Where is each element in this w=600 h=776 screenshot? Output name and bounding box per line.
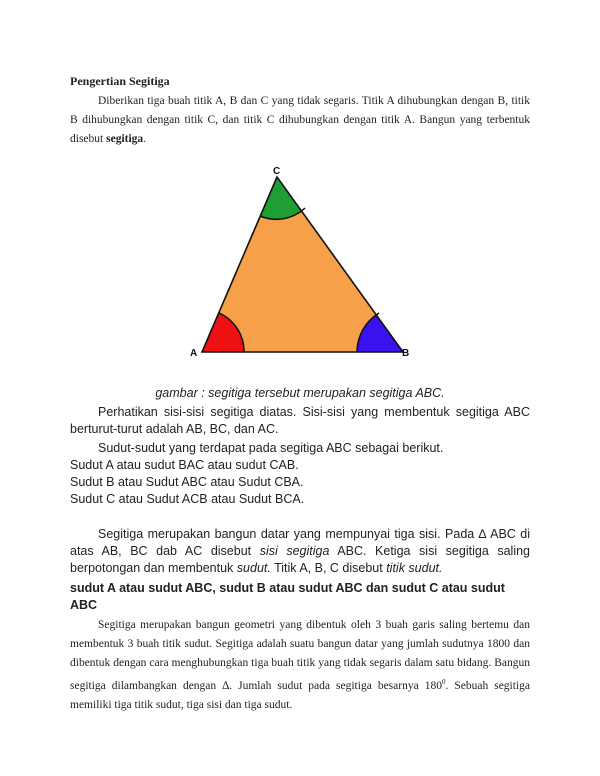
angles-intro: Sudut-sudut yang terdapat pada segitiga ABC sebagai berikut. [98, 441, 444, 455]
angle-line-b: Sudut B atau Sudut ABC atau Sudut CBA. [70, 475, 304, 489]
triangle-figure [180, 160, 420, 365]
angle-line-a: Sudut A atau sudut BAC atau sudut CAB. [70, 458, 299, 472]
def-term-angle: sudut. [236, 561, 271, 575]
intro-end: . [143, 133, 147, 145]
figure-caption: gambar : segitiga tersebut merupakan segitiga ABC. [155, 386, 445, 400]
triangle-svg [180, 160, 420, 365]
bold-angles-statement: sudut A atau sudut ABC, sudut B atau sudut ABC dan sudut C atau sudut ABC [70, 581, 505, 612]
def-text-2: ABC. Ketiga sisi segitiga saling berpotongan dan membentuk [70, 544, 530, 575]
definition-paragraph [70, 526, 530, 577]
geo-text-2: . Sebuah segitiga memiliki tiga titik sudut, tiga sisi dan tiga sudut. [70, 679, 530, 711]
intro-paragraph [70, 92, 530, 149]
vertex-label-c: C [273, 166, 281, 177]
angle-line-c: Sudut C atau Sudut ACB atau Sudut BCA. [70, 492, 305, 506]
vertex-label-b: B [402, 348, 410, 359]
sides-paragraph: Perhatikan sisi-sisi segitiga diatas. Sisi-sisi yang membentuk segitiga ABC berturut-turut adalah AB, BC, dan AC. [70, 405, 530, 436]
vertex-label-a: A [190, 348, 198, 359]
intro-text: Diberikan tiga buah titik A, B dan C yang tidak segaris. Titik A dihubungkan dengan B, titik B dihubungkan dengan titik C, dan titik C dihubungkan dengan titik A. Bangun yang terbentuk disebut [70, 95, 530, 145]
def-text-1: Segitiga merupakan bangun datar yang mempunyai tiga sisi. Pada ∆ ABC di atas AB, BC dab AC disebut [70, 527, 530, 558]
geometry-paragraph [70, 616, 530, 715]
def-term-sides: sisi segitiga [259, 544, 330, 558]
geo-text-1: Segitiga merupakan bangun geometri yang dibentuk oleh 3 buah garis saling bertemu dan membentuk 3 buah titik sudut. Segitiga adalah suatu bangun datar yang jumlah sudutnya 1800 dan dibentuk dengan cara menghubungkan tiga buah titik yang tidak segaris dalam satu bidang. Bangun segitiga dilambangkan dengan ∆. Jumlah sudut pada segitiga besarnya 180 [70, 619, 530, 692]
degree-superscript: 0 [441, 678, 446, 686]
def-term-vertex: titik sudut. [386, 561, 443, 575]
def-text-3: Titik A, B, C disebut [270, 561, 387, 575]
section-heading: Pengertian Segitiga [70, 74, 170, 88]
intro-bold-term: segitiga [106, 133, 144, 145]
